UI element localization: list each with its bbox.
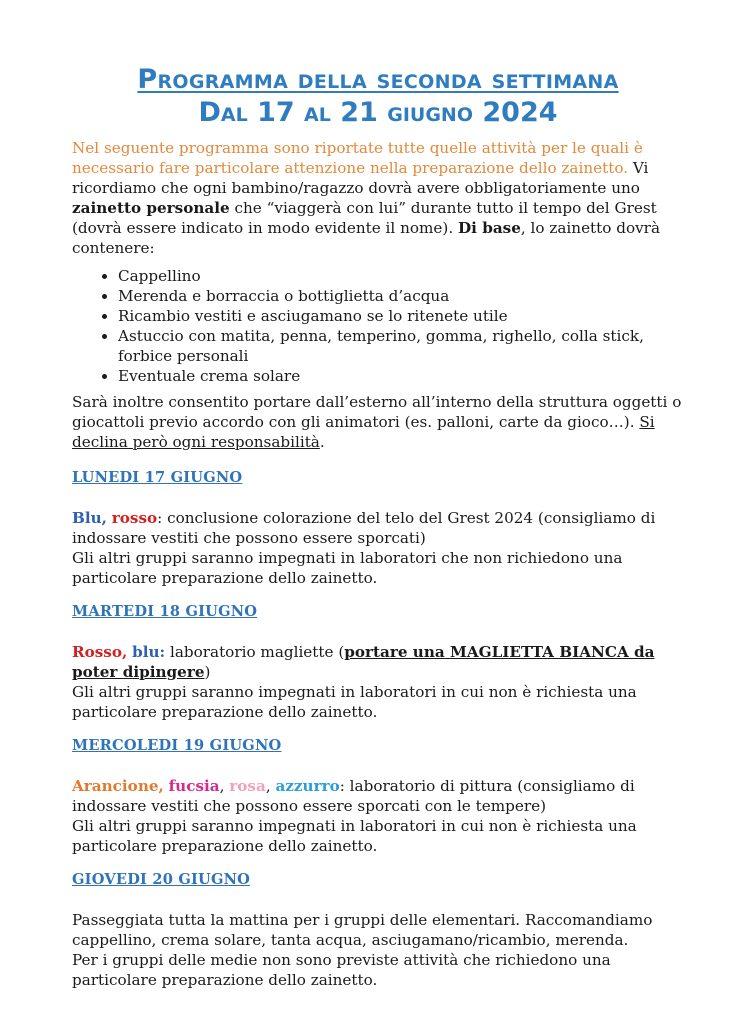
group-fucsia: fucsia xyxy=(168,777,220,795)
wednesday-text-1: : laboratorio di pittura (consigliamo di indossare vestiti che possono essere sporcati con le tempere) xyxy=(72,777,635,815)
note-end: . xyxy=(319,433,325,451)
tuesday-line-2: Gli altri gruppi saranno impegnati in laboratori in cui non è richiesta una particolare preparazione dello zainetto. xyxy=(72,683,637,721)
list-item: • Astuccio con matita, penna, temperino, gomma, righello, colla stick, forbice personali xyxy=(118,326,684,366)
wednesday-line-1: Arancione, fucsia, rosa, azzurro: laboratorio di pittura (consigliamo di indossare vestiti che possono essere sporcati con le tempere) xyxy=(72,777,635,815)
monday-text-1: : conclusione colorazione del telo del Grest 2024 (consigliamo di indossare vestiti che possono essere sporcati) xyxy=(72,509,656,547)
note-paragraph xyxy=(72,392,684,452)
note-text: Sarà inoltre consentito portare dall’esterno all’interno della struttura oggetti o giocattoli previo accordo con gli animatori (es. palloni, carte da gioco…). xyxy=(72,393,682,431)
intro-bold-a: zainetto personale xyxy=(72,199,230,217)
heading-tuesday: MARTEDI 18 GIUGNO xyxy=(72,603,258,620)
tuesday-text-1: laboratorio magliette ( xyxy=(165,643,345,661)
list-item: • Merenda e borraccia o bottiglietta d’acqua xyxy=(118,286,684,306)
items-list xyxy=(72,266,684,386)
intro-text-b: che “viaggerà con lui” durante tutto il tempo del Grest (dovrà essere indicato in modo evidente il nome). xyxy=(72,199,657,237)
thursday-line-1: Passeggiata tutta la mattina per i gruppi delle elementari. Raccomandiamo cappellino, crema solare, tanta acqua, asciugamano/ricambio, merenda. xyxy=(72,911,653,949)
wednesday-line-2: Gli altri gruppi saranno impegnati in laboratori in cui non è richiesta una particolare preparazione dello zainetto. xyxy=(72,817,637,855)
monday-line-2: Gli altri gruppi saranno impegnati in laboratori che non richiedono una particolare preparazione dello zainetto. xyxy=(72,549,623,587)
intro-bold-b: Di base xyxy=(457,219,521,237)
group-blu: blu: xyxy=(132,643,166,661)
heading-wednesday: MERCOLEDI 19 GIUGNO xyxy=(72,737,282,754)
group-rosa: rosa xyxy=(229,777,266,795)
list-item: • Ricambio vestiti e asciugamano se lo ritenete utile xyxy=(118,306,684,326)
note-underlined: Si declina però ogni responsabilità xyxy=(72,413,655,451)
title-line-1: Programma della seconda settimana xyxy=(137,64,619,95)
tuesday-text-1-end: ) xyxy=(204,663,211,681)
tuesday-bold-underlined: portare una MAGLIETTA BIANCA da poter dipingere xyxy=(72,643,655,681)
group-arancione: Arancione, xyxy=(72,777,164,795)
intro-text-a: Vi ricordiamo che ogni bambino/ragazzo dovrà avere obbligatoriamente uno xyxy=(72,159,649,197)
tuesday-line-1 xyxy=(72,642,684,682)
intro-paragraph xyxy=(72,138,684,258)
intro-orange-text: Nel seguente programma sono riportate tutte quelle attività per le quali è necessario fare particolare attenzione nella preparazione dello zainetto. xyxy=(72,139,643,177)
list-item: • Cappellino xyxy=(118,266,684,286)
group-rosso: Rosso, xyxy=(72,643,128,661)
title-line-2: Dal 17 al 21 giugno 2024 xyxy=(198,97,558,128)
intro-text-c: , lo zainetto dovrà contenere: xyxy=(72,219,660,257)
heading-thursday: GIOVEDI 20 GIUGNO xyxy=(72,871,251,888)
thursday-line-2: Per i gruppi delle medie non sono previste attività che richiedono una particolare preparazione dello zainetto. xyxy=(72,951,611,989)
group-blu: Blu, xyxy=(72,509,107,527)
group-azzurro: azzurro xyxy=(275,777,340,795)
list-item: • Eventuale crema solare xyxy=(118,366,684,386)
heading-monday: LUNEDI 17 GIUGNO xyxy=(72,469,243,486)
group-rosso: rosso xyxy=(111,509,158,527)
monday-line-1 xyxy=(72,508,684,548)
